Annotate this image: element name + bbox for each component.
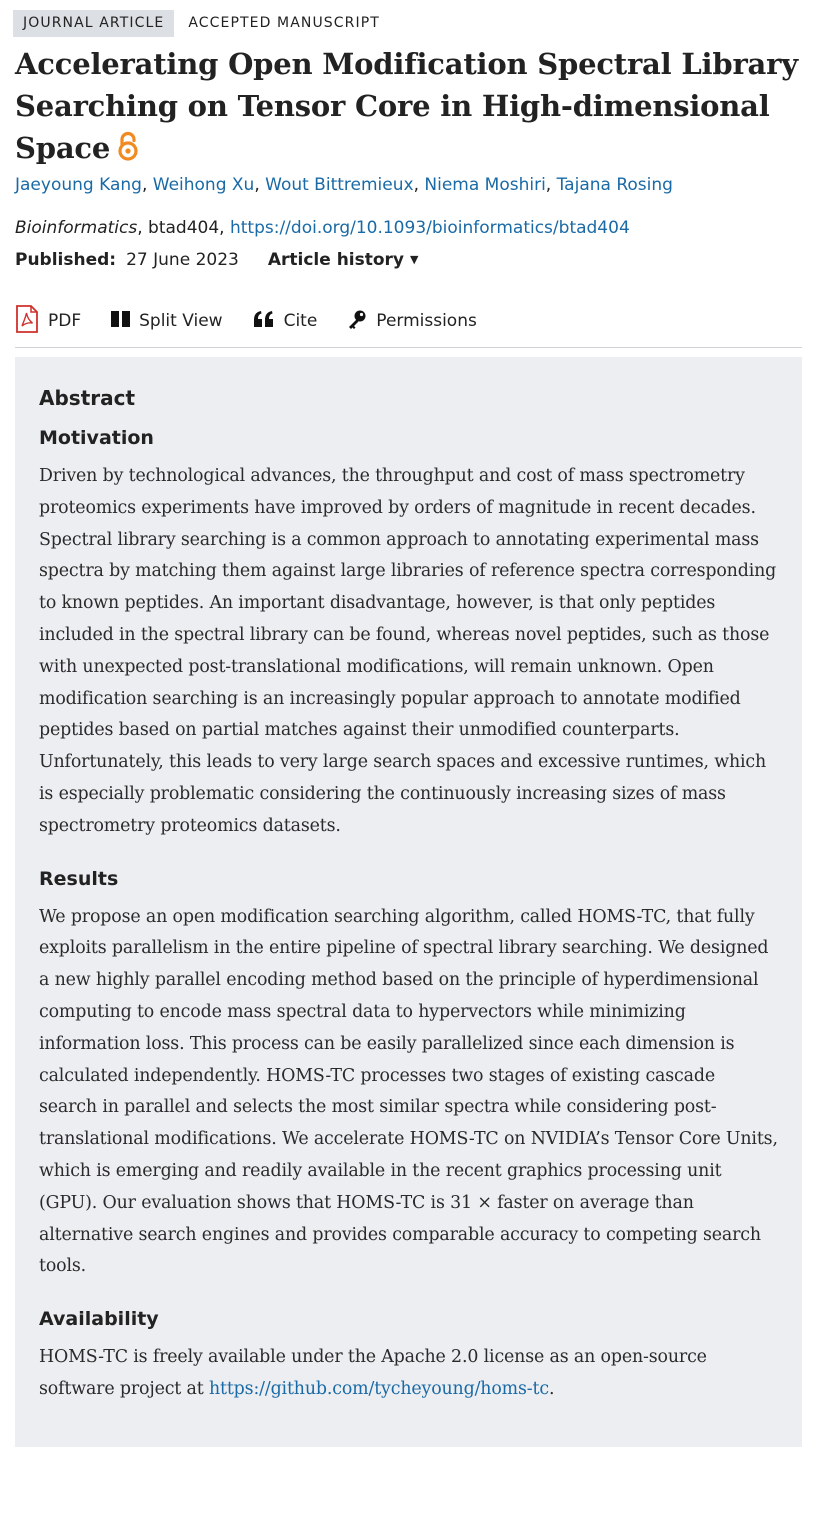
author-link-5[interactable]: Tajana Rosing [556,175,673,195]
split-view-icon [111,311,139,332]
article-title-text: Accelerating Open Modification Spectral Library Searching on Tensor Core in High-dimensional Space [15,47,798,165]
article-history-label: Article history [267,250,405,270]
pdf-button[interactable] [15,304,81,339]
article-type-tag: JOURNAL ARTICLE [13,10,174,37]
author-list [15,172,802,198]
publication-info [15,247,802,273]
availability-heading: Availability [39,1308,159,1331]
results-heading: Results [39,867,119,890]
motivation-heading: Motivation [39,427,154,449]
journal-name: Bioinformatics [15,218,138,238]
motivation-text: Driven by technological advances, the throughput and cost of mass spectrometry proteomics experiments have improved by orders of magnitude in recent decades. Spectral library searching is a common approach to annotating experimental mass spectra by matching them against large libraries of reference spectra corresponding to known peptides. An important disadvantage, however, is that only peptides included in the spectral library can be found, whereas novel peptides, such as those with unexpected post-translational modifications, will remain unknown. Open modification searching is an increasingly popular approach to annotate modified peptides based on partial matches against their unmodified counterparts. Unfortunately, this leads to very large search spaces and excessive runtimes, which is especially problematic considering the continuously increasing sizes of mass spectrometry proteomics datasets. [39,466,777,836]
pdf-label: PDF [48,311,82,331]
article-tags [13,10,802,37]
author-link-2[interactable]: Weihong Xu [152,175,255,195]
github-link[interactable]: https://github.com/tycheyoung/homs-tc [208,1378,549,1399]
split-view-label: Split View [139,311,223,331]
availability-text-after: . [548,1378,555,1399]
cite-label: Cite [283,311,318,331]
author-link-3[interactable]: Wout Bittremieux [265,175,414,195]
article-status-tag: ACCEPTED MANUSCRIPT [188,15,380,31]
published-date: 27 June 2023 [126,250,239,270]
article-toolbar [15,299,802,348]
article-history-toggle[interactable] [268,247,419,273]
key-icon [347,309,376,334]
quote-icon [253,311,284,332]
abstract-panel [15,357,802,1447]
article-page [15,10,802,1447]
article-id: , btad404, [137,218,230,238]
abstract-heading: Abstract [39,386,136,410]
author-separator: , [141,175,153,195]
published-label: Published: [15,250,117,270]
split-view-button[interactable] [111,311,222,332]
availability-text-before: HOMS-TC is freely available under the Apache 2.0 license as an open-source software project at [39,1347,707,1399]
pdf-icon [15,304,48,339]
permissions-button[interactable] [347,309,477,334]
results-text: We propose an open modification searching algorithm, called HOMS-TC, that fully exploits parallelism in the entire pipeline of spectral library searching. We designed a new highly parallel encoding method based on the principle of hyperdimensional computing to encode mass spectral data to hypervectors while minimizing information loss. This process can be easily parallelized since each dimension is calculated independently. HOMS-TC processes two stages of existing cascade search in parallel and selects the most similar spectra while considering post-translational modifications. We accelerate HOMS-TC on NVIDIA’s Tensor Core Units, which is emerging and readily available in the recent graphics processing unit (GPU). Our evaluation shows that HOMS-TC is 31 × faster on average than alternative search engines and provides comparable accuracy to competing search tools. [39,906,778,1277]
author-separator: , [545,175,557,195]
open-access-lock-icon [118,130,138,172]
doi-link[interactable]: https://doi.org/10.1093/bioinformatics/btad404 [229,218,630,238]
author-link-1[interactable]: Jaeyoung Kang [15,175,142,195]
article-title [15,43,802,172]
cite-button[interactable] [253,311,318,332]
caret-down-icon: ▼ [410,253,419,266]
author-separator: , [254,175,266,195]
author-link-4[interactable]: Niema Moshiri [424,175,546,195]
citation-line [15,215,802,241]
author-separator: , [413,175,425,195]
permissions-label: Permissions [376,311,477,331]
availability-text [39,1342,778,1406]
